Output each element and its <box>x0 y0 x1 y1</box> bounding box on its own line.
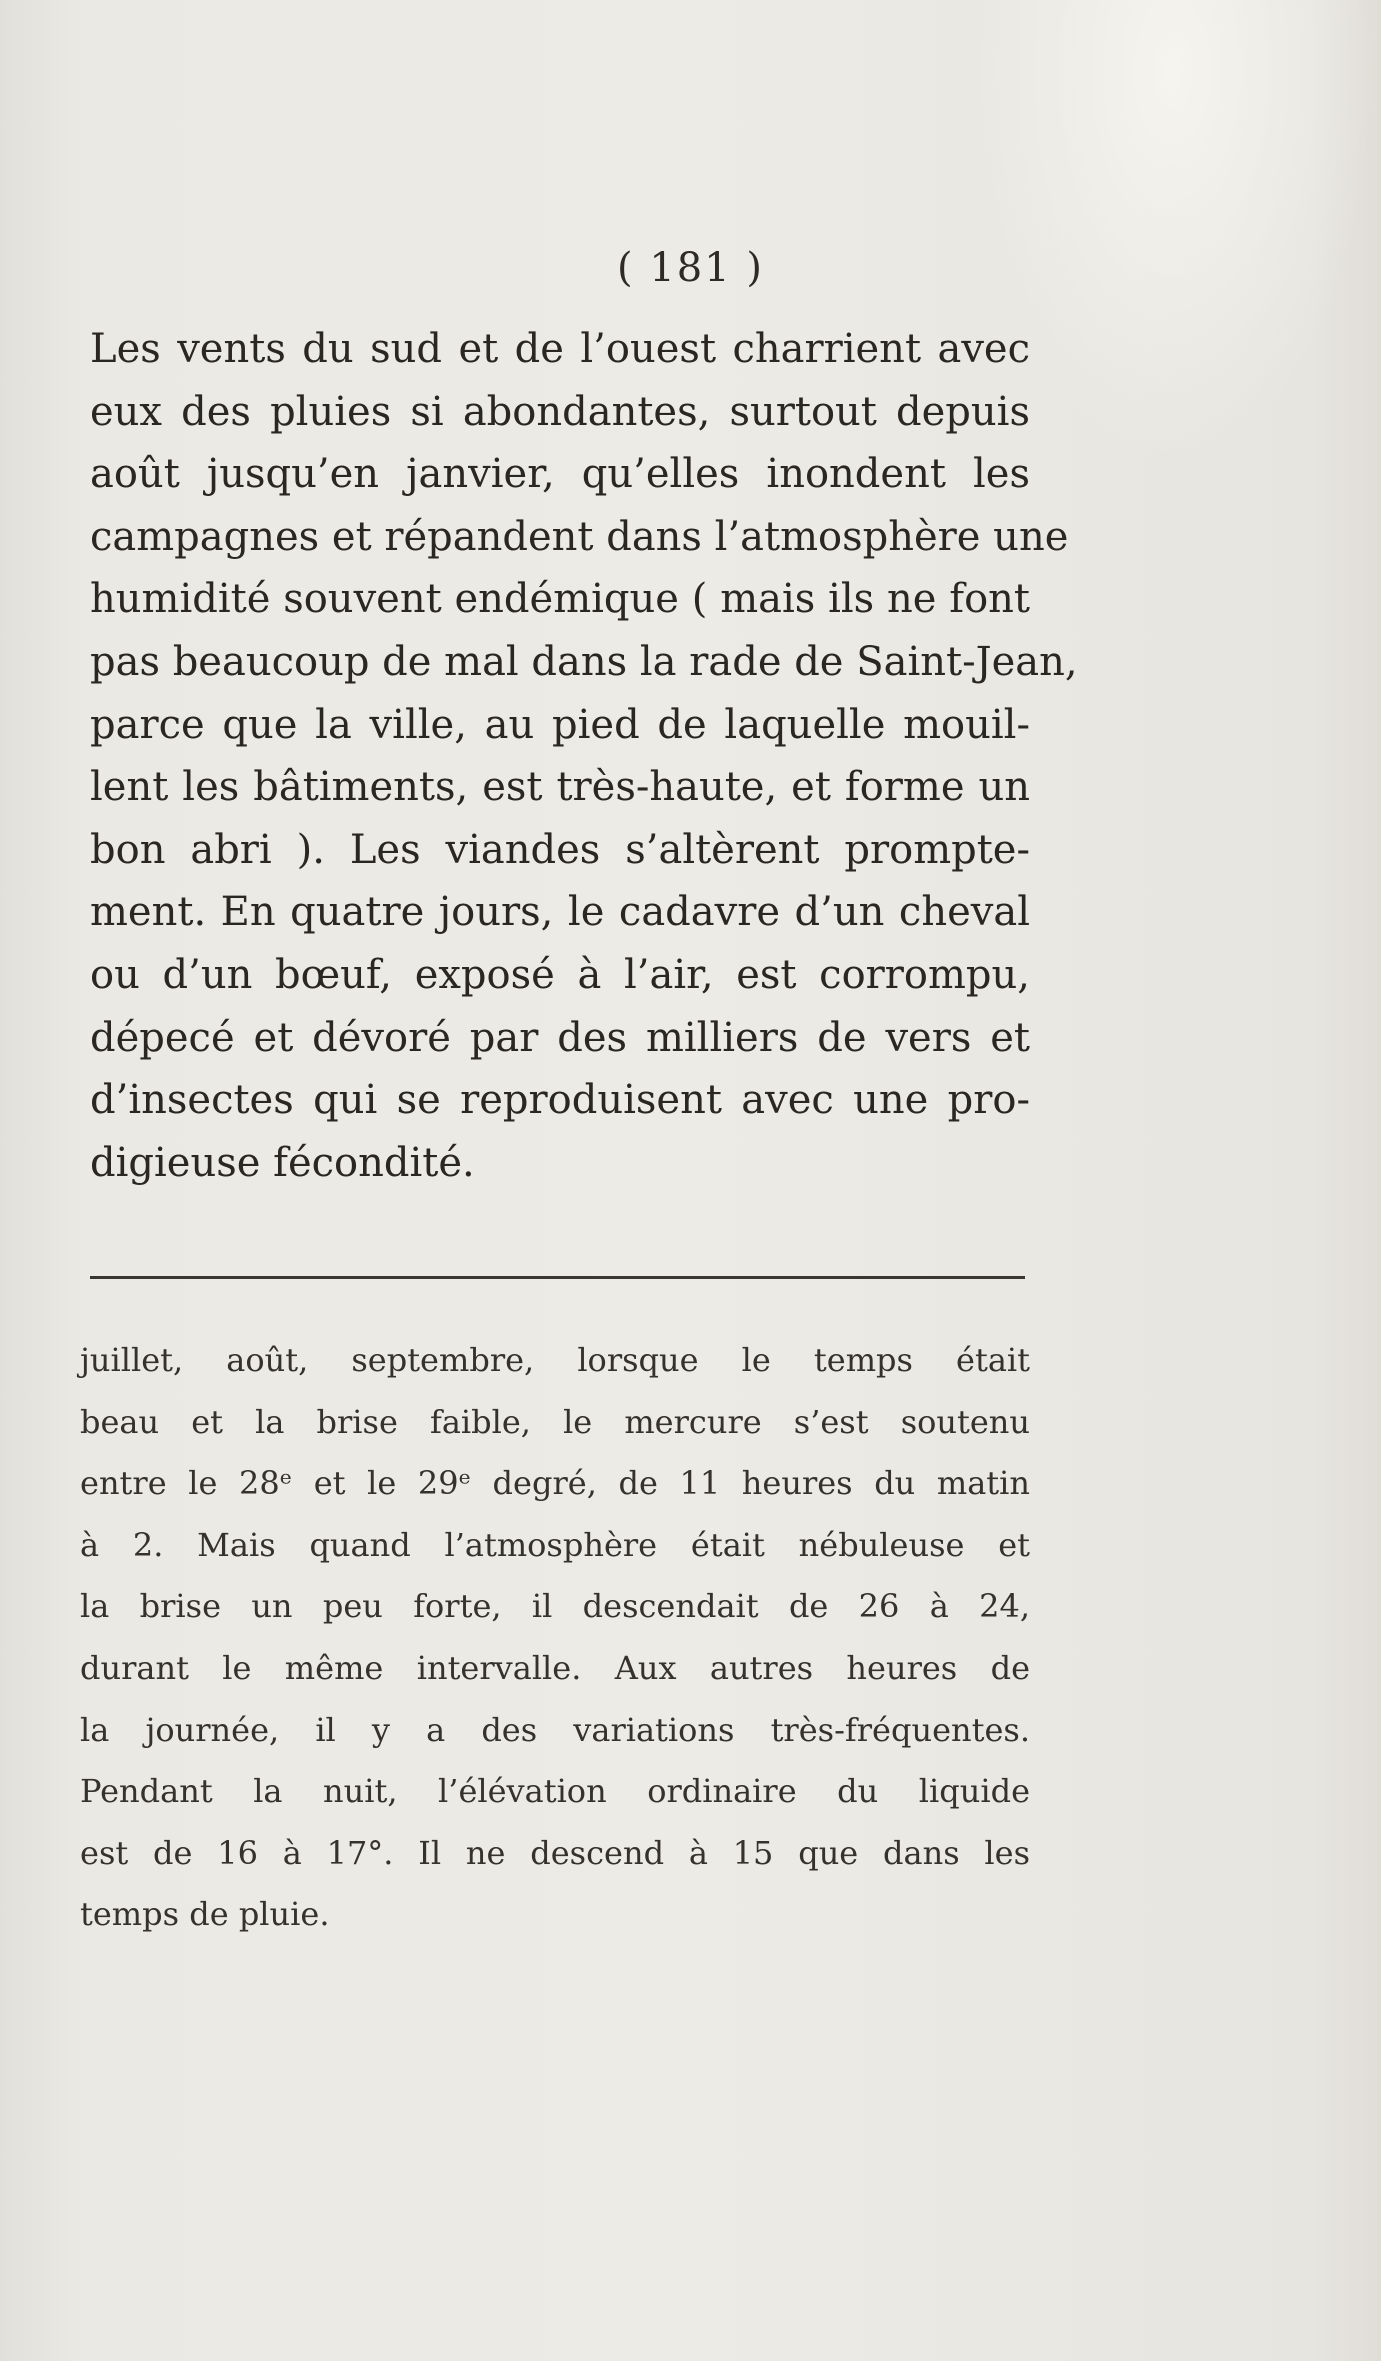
body-line: août jusqu’en janvier, qu’elles inondent les <box>90 451 1030 498</box>
footnote-line: à 2. Mais quand l’atmosphère était nébuleuse et <box>80 1525 1030 1564</box>
footnote-line: beau et la brise faible, le mercure s’est soutenu <box>80 1402 1030 1441</box>
body-line: Les vents du sud et de l’ouest charrient avec <box>90 326 1030 372</box>
page-number: ( 181 ) <box>617 245 764 291</box>
footnote-line: la journée, il y a des variations très-fréquentes. <box>80 1710 1030 1749</box>
body-line: humidité souvent endémique ( mais ils ne font <box>90 576 1030 623</box>
body-line: parce que la ville, au pied de laquelle mouil- <box>90 701 1030 748</box>
main-paragraph <box>90 318 1078 1194</box>
body-line: digieuse fécondité. <box>90 1139 475 1186</box>
footnote-line: Pendant la nuit, l’élévation ordinaire du liquide <box>80 1772 1030 1811</box>
body-line: campagnes et répandent dans l’atmosphère une <box>90 513 1069 560</box>
footnote-line: entre le 28ᵉ et le 29ᵉ degré, de 11 heures du matin <box>80 1464 1030 1503</box>
body-line: bon abri ). Les viandes s’altèrent prompte- <box>90 826 1030 873</box>
footnote-line: est de 16 à 17°. Il ne descend à 15 que dans les <box>80 1833 1030 1872</box>
footnote-line: temps de pluie. <box>80 1895 330 1934</box>
body-line: dépecé et dévoré par des milliers de vers et <box>90 1014 1030 1061</box>
footnote-line: durant le même intervalle. Aux autres heures de <box>80 1648 1030 1687</box>
footnote <box>80 1330 1030 1946</box>
footnote-separator <box>90 1276 1025 1279</box>
body-line: d’insectes qui se reproduisent avec une pro- <box>90 1077 1030 1124</box>
body-line: ou d’un bœuf, exposé à l’air, est corrompu, <box>90 951 1030 998</box>
body-line: eux des pluies si abondantes, surtout depuis <box>90 388 1030 435</box>
body-line: pas beaucoup de mal dans la rade de Saint-Jean, <box>90 638 1078 685</box>
footnote-line: juillet, août, septembre, lorsque le temps était <box>80 1341 1030 1379</box>
body-line: lent les bâtiments, est très-haute, et forme un <box>90 764 1030 811</box>
footnote-line: la brise un peu forte, il descendait de 26 à 24, <box>80 1587 1030 1626</box>
body-line: ment. En quatre jours, le cadavre d’un cheval <box>90 889 1030 936</box>
